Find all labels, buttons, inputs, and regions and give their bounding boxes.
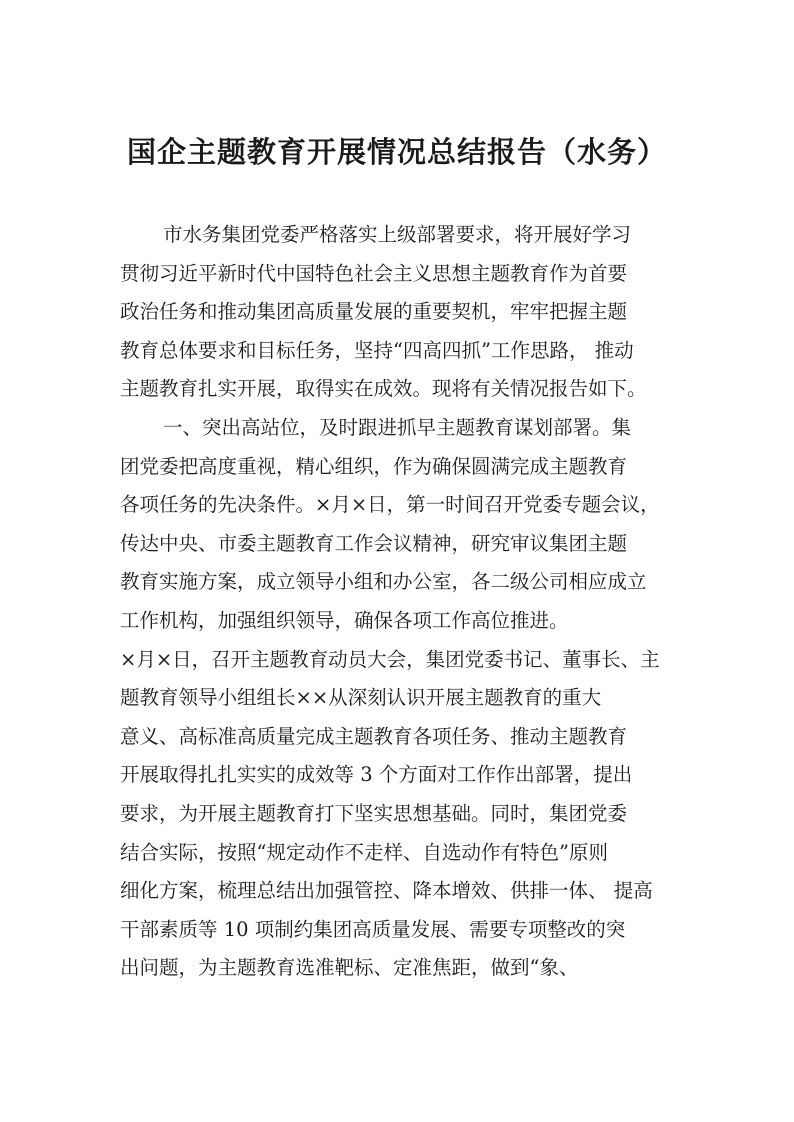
paragraph-line: 干部素质等 10 项制约集团高质量发展、需要专项整改的突	[120, 917, 626, 941]
paragraph-line: 政治任务和推动集团高质量发展的重要契机，牢牢把握主题	[120, 300, 628, 324]
paragraph-line: 团党委把高度重视，精心组织，作为确保圆满完成主题教育	[120, 454, 628, 478]
paragraph-line: 题教育领导小组组长××从深刻认识开展主题教育的重大	[120, 686, 602, 710]
paragraph-line: 开展取得扎扎实实的成效等 3 个方面对工作作出部署，提出	[120, 763, 633, 787]
paragraph-line: 意义、高标准高质量完成主题教育各项任务、推动主题教育	[120, 724, 628, 748]
paragraph-line: 传达中央、市委主题教育工作会议精神，研究审议集团主题	[120, 531, 628, 555]
section-heading-line: 一、突出高站位，及时跟进抓早主题教育谋划部署。集	[163, 415, 632, 439]
paragraph-line: 工作机构，加强组织领导，确保各项工作高位推进。	[120, 608, 569, 632]
paragraph-line: ×月×日，召开主题教育动员大会，集团党委书记、董事长、主	[120, 647, 660, 671]
paragraph-line: 教育实施方案，成立领导小组和办公室，各二级公司相应成立	[120, 570, 647, 594]
paragraph-line: 贯彻习近平新时代中国特色社会主义思想主题教育作为首要	[120, 261, 628, 285]
paragraph-line: 要求，为开展主题教育打下坚实思想基础。同时，集团党委	[120, 801, 628, 825]
paragraph-line: 教育总体要求和目标任务，坚持“四高四抓”工作思路， 推动	[120, 338, 634, 362]
document-body	[120, 216, 695, 988]
paragraph-line: 各项任务的先决条件。×月×日，第一时间召开党委专题会议，	[120, 493, 660, 517]
paragraph-line: 出问题，为主题教育选准靶标、定准焦距，做到“象、	[120, 956, 579, 980]
paragraph-line: 市水务集团党委严格落实上级部署要求，将开展好学习	[163, 223, 632, 246]
paragraph-line: 主题教育扎实开展，取得实在成效。现将有关情况报告如下。	[120, 377, 647, 401]
document-title: 国企主题教育开展情况总结报告（水务）	[126, 135, 667, 169]
paragraph-line: 细化方案，梳理总结出加强管控、降本增效、供排一体、 提高	[120, 879, 653, 903]
paragraph-line: 结合实际，按照“规定动作不走样、自选动作有特色”原则	[120, 840, 608, 864]
